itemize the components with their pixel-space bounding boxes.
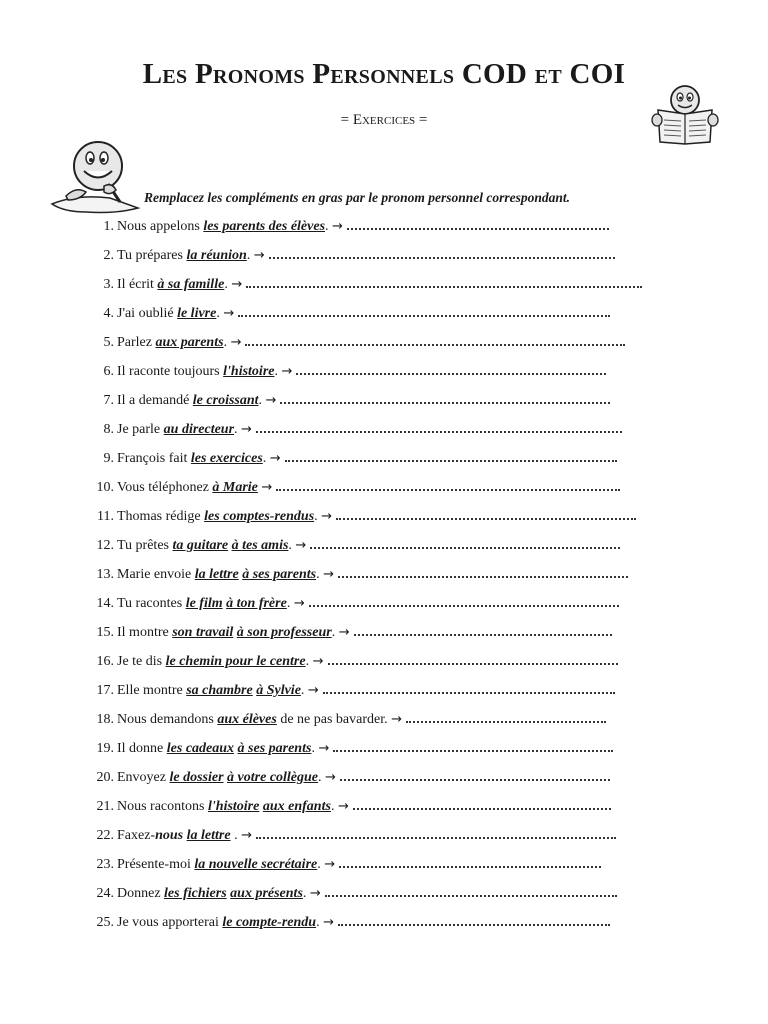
sentence-text: . [330, 799, 338, 814]
sentence-text: Il écrit [117, 277, 158, 292]
answer-blank[interactable] [333, 738, 613, 752]
answer-blank[interactable] [347, 216, 609, 230]
exercise-item [84, 332, 642, 361]
sentence-text: . [234, 422, 242, 437]
bold-complement: l'histoire [223, 364, 275, 379]
sentence-text: Nous demandons [117, 712, 218, 727]
bold-complement: à ses parents [237, 741, 312, 756]
bold-complement: la lettre [194, 567, 239, 582]
exercise-item [84, 361, 642, 390]
sentence-text: Envoyez [117, 770, 170, 785]
sentence-text: Je vous apporterai [117, 915, 223, 930]
exercise-item [84, 651, 642, 680]
bold-complement: à ton frère [226, 596, 287, 611]
bold-complement: sa chambre [186, 683, 253, 698]
exercise-number: 20. [96, 770, 114, 785]
answer-blank[interactable] [280, 390, 610, 404]
right-arrow-icon: → [391, 712, 403, 727]
exercise-item [84, 390, 642, 419]
right-arrow-icon: → [231, 277, 243, 292]
sentence-text: Il donne [117, 741, 167, 756]
exercise-item [84, 448, 642, 477]
answer-blank[interactable] [246, 274, 642, 288]
exercise-item [84, 709, 642, 738]
bold-complement: les cadeaux [166, 741, 235, 756]
right-arrow-icon: → [269, 451, 281, 466]
right-arrow-icon: → [241, 828, 252, 843]
exercise-item [84, 825, 642, 854]
bold-complement: son travail [172, 625, 234, 640]
right-arrow-icon: → [293, 596, 305, 611]
sentence-text: Il raconte toujours [117, 364, 224, 379]
exercise-item [84, 593, 642, 622]
exercise-number: 17. [96, 683, 114, 698]
right-arrow-icon: → [323, 567, 334, 582]
sentence-text: . [305, 654, 313, 669]
right-arrow-icon: → [309, 886, 321, 901]
sentence-text: . [224, 277, 232, 292]
bold-complement: l'histoire [208, 799, 260, 814]
bold-complement: à Sylvie [256, 683, 301, 698]
bold-complement: le chemin pour le centre [165, 654, 306, 669]
answer-blank[interactable] [338, 564, 628, 578]
exercise-item [84, 912, 642, 941]
sentence-text: Présente-moi [117, 857, 195, 872]
exercise-item [84, 622, 642, 651]
right-arrow-icon: → [265, 393, 277, 408]
exercise-item [84, 477, 642, 506]
bold-complement: à votre collègue [227, 770, 319, 785]
exercise-item [84, 564, 642, 593]
exercise-number: 16. [96, 654, 114, 669]
exercise-number: 23. [96, 857, 114, 872]
sentence-text: . [288, 538, 296, 553]
exercise-number: 12. [96, 538, 114, 553]
exercise-item [84, 303, 642, 332]
exercise-number: 1. [103, 219, 114, 234]
right-arrow-icon: → [324, 857, 336, 872]
sentence-text: . [262, 451, 270, 466]
right-arrow-icon: → [318, 741, 330, 756]
title-part-cod: COD [461, 58, 528, 90]
bold-complement: aux enfants [262, 799, 331, 814]
sentence-text: Marie envoie [117, 567, 195, 582]
answer-blank[interactable] [276, 477, 620, 491]
exercise-item [84, 854, 642, 883]
right-arrow-icon: → [295, 538, 307, 553]
right-arrow-icon: → [323, 915, 334, 930]
sentence-text: . [316, 567, 324, 582]
sentence-text: . [325, 219, 333, 234]
answer-blank[interactable] [328, 651, 618, 665]
smiley-reading-newspaper-icon [650, 84, 720, 146]
answer-blank[interactable] [323, 680, 615, 694]
answer-blank[interactable] [310, 535, 620, 549]
sentence-text: Je parle [117, 422, 164, 437]
answer-blank[interactable] [340, 767, 610, 781]
exercise-item [84, 883, 642, 912]
sentence-text: . [316, 915, 324, 930]
sentence-text: Je te dis [117, 654, 166, 669]
bold-complement: les fichiers [164, 886, 227, 901]
sentence-text: J'ai oublié [117, 306, 178, 321]
exercise-item [84, 738, 642, 767]
bold-complement: le compte-rendu [222, 915, 317, 930]
answer-blank[interactable] [256, 825, 616, 839]
bold-complement: le livre [177, 306, 217, 321]
sentence-text: Tu prêtes [117, 538, 173, 553]
title-part-coi: COI [569, 58, 626, 90]
answer-blank[interactable] [338, 912, 610, 926]
exercise-number: 19. [96, 741, 114, 756]
right-arrow-icon: → [332, 219, 343, 234]
sentence-text: . [302, 886, 310, 901]
sentence-text: Vous téléphonez [117, 480, 213, 495]
sentence-text: . [286, 596, 294, 611]
sentence-text: . [216, 306, 224, 321]
answer-blank[interactable] [406, 709, 606, 723]
exercise-item [84, 419, 642, 448]
right-arrow-icon: → [223, 306, 235, 321]
bold-complement: aux parents [155, 335, 224, 350]
right-arrow-icon: → [241, 422, 252, 437]
exercise-item [84, 274, 642, 303]
sentence-text: Thomas rédige [117, 509, 205, 524]
exercise-number: 11. [97, 509, 114, 524]
sentence-text: . [317, 857, 325, 872]
exercise-number: 7. [103, 393, 114, 408]
exercise-item [84, 796, 642, 825]
answer-blank[interactable] [296, 361, 606, 375]
smiley-writing-icon [46, 138, 146, 218]
sentence-text: . [274, 364, 282, 379]
sentence-text: Tu racontes [117, 596, 186, 611]
answer-blank[interactable] [245, 332, 625, 346]
bold-complement: à son professeur [236, 625, 332, 640]
bold-pronoun: nous [155, 828, 184, 843]
bold-complement: aux présents [230, 886, 303, 901]
exercise-number: 13. [96, 567, 114, 582]
title-part-1: Les Pronoms Personnels [142, 58, 462, 90]
right-arrow-icon: → [307, 683, 319, 698]
sentence-text: Parlez [117, 335, 156, 350]
sentence-text: Il a demandé [117, 393, 193, 408]
sentence-text: Il montre [117, 625, 173, 640]
exercise-number: 4. [103, 306, 114, 321]
bold-complement: la lettre [186, 828, 231, 843]
sentence-text: François fait [117, 451, 191, 466]
page-subtitle: = Exercices = [340, 112, 428, 128]
answer-blank[interactable] [285, 448, 617, 462]
sentence-text: Nous racontons [117, 799, 208, 814]
sentence-text: . [314, 509, 322, 524]
right-arrow-icon: → [261, 480, 273, 495]
bold-complement: à ses parents [242, 567, 317, 582]
sentence-text: . [246, 248, 254, 263]
right-arrow-icon: → [325, 770, 336, 785]
exercise-number: 21. [96, 799, 114, 814]
bold-complement: aux élèves [217, 712, 277, 727]
sentence-text: . [331, 625, 339, 640]
exercise-number: 24. [96, 886, 114, 901]
exercise-number: 15. [96, 625, 114, 640]
answer-blank[interactable] [354, 622, 612, 636]
sentence-text: Faxez- [117, 828, 156, 843]
right-arrow-icon: → [253, 248, 265, 263]
right-arrow-icon: → [230, 335, 242, 350]
title-part-3: et [527, 58, 570, 90]
sentence-text: Nous appelons [117, 219, 204, 234]
exercise-number: 9. [103, 451, 114, 466]
exercise-item [84, 506, 642, 535]
bold-complement: la nouvelle secrétaire [194, 857, 318, 872]
sentence-text: . [311, 741, 319, 756]
right-arrow-icon: → [338, 625, 350, 640]
answer-blank[interactable] [309, 593, 619, 607]
exercise-number: 2. [103, 248, 114, 263]
sentence-text: . [300, 683, 308, 698]
exercise-number: 10. [96, 480, 114, 495]
sentence-text: Elle montre [117, 683, 187, 698]
instruction-text: Remplacez les compléments en gras par le pronom personnel correspondant. [144, 190, 571, 205]
sentence-text: . [258, 393, 266, 408]
sentence-text: . [318, 770, 326, 785]
bold-complement: le dossier [169, 770, 224, 785]
right-arrow-icon: → [312, 654, 324, 669]
bold-complement: le croissant [192, 393, 259, 408]
exercise-number: 14. [96, 596, 114, 611]
exercise-item [84, 767, 642, 796]
exercise-item [84, 535, 642, 564]
exercise-item [84, 245, 642, 274]
bold-complement: les comptes-rendus [204, 509, 315, 524]
right-arrow-icon: → [281, 364, 293, 379]
exercise-number: 8. [103, 422, 114, 437]
bold-complement: ta guitare [172, 538, 229, 553]
bold-complement: à Marie [212, 480, 258, 495]
exercise-list [84, 216, 642, 941]
bold-complement: au directeur [163, 422, 235, 437]
bold-complement: la réunion [186, 248, 247, 263]
right-arrow-icon: → [321, 509, 333, 524]
exercise-number: 18. [96, 712, 114, 727]
bold-complement: les parents des élèves [203, 219, 326, 234]
sentence-text: Donnez [117, 886, 165, 901]
sentence-text: . [223, 335, 231, 350]
exercise-item [84, 216, 642, 245]
answer-blank[interactable] [269, 245, 615, 259]
exercise-number: 25. [96, 915, 114, 930]
answer-blank[interactable] [238, 303, 610, 317]
sentence-text: Tu prépares [117, 248, 187, 263]
bold-complement: les exercices [190, 451, 263, 466]
answer-blank[interactable] [353, 796, 611, 810]
answer-blank[interactable] [336, 506, 636, 520]
exercise-number: 5. [103, 335, 114, 350]
answer-blank[interactable] [256, 419, 622, 433]
bold-complement: le film [185, 596, 223, 611]
bold-complement: à tes amis [231, 538, 289, 553]
sentence-text: . [230, 828, 242, 843]
answer-blank[interactable] [325, 883, 617, 897]
sentence-text: de ne pas bavarder. [276, 712, 392, 727]
exercise-number: 22. [96, 828, 114, 843]
bold-complement: à sa famille [157, 277, 225, 292]
exercise-item [84, 680, 642, 709]
right-arrow-icon: → [337, 799, 349, 814]
answer-blank[interactable] [339, 854, 601, 868]
exercise-number: 6. [103, 364, 114, 379]
exercise-number: 3. [103, 277, 114, 292]
